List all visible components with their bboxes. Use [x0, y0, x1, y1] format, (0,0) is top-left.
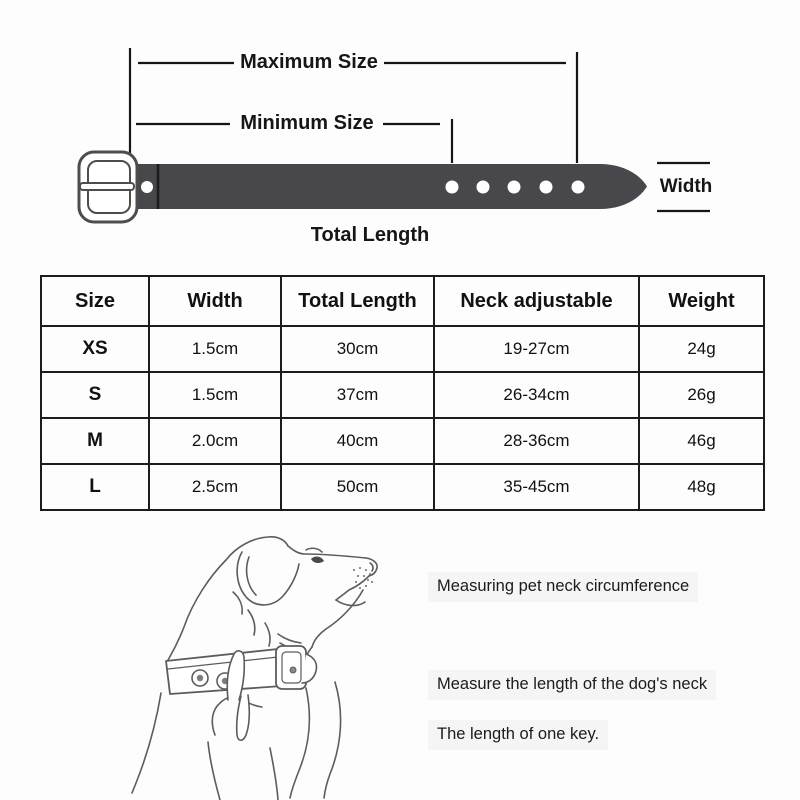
cell-width: 2.5cm [149, 464, 281, 510]
table-row [41, 418, 764, 464]
cell-size: XS [41, 326, 149, 372]
total-length-label: Total Length [310, 224, 430, 246]
cell-total-length: 37cm [281, 372, 434, 418]
belt-diagram [0, 0, 800, 260]
cell-total-length: 30cm [281, 326, 434, 372]
belt-buckle-icon [79, 152, 137, 222]
col-header-width: Width [149, 276, 281, 326]
sketch-eye-and-stipple [311, 557, 373, 589]
cell-size: S [41, 372, 149, 418]
cell-width: 2.0cm [149, 418, 281, 464]
cell-weight: 48g [639, 464, 764, 510]
cell-neck: 28-36cm [434, 418, 639, 464]
dog-measuring-sketch [130, 530, 410, 800]
cell-neck: 35-45cm [434, 464, 639, 510]
cell-width: 1.5cm [149, 372, 281, 418]
size-table [40, 275, 765, 511]
table-row [41, 372, 764, 418]
cell-weight: 46g [639, 418, 764, 464]
instruction-key-length: The length of one key. [428, 720, 608, 750]
cell-weight: 24g [639, 326, 764, 372]
table-row [41, 326, 764, 372]
instruction-neck-length: Measure the length of the dog's neck [428, 670, 716, 700]
cell-total-length: 50cm [281, 464, 434, 510]
instruction-neck-circumference: Measuring pet neck circumference [428, 572, 698, 602]
cell-neck: 26-34cm [434, 372, 639, 418]
cell-size: M [41, 418, 149, 464]
cell-neck: 19-27cm [434, 326, 639, 372]
table-row [41, 464, 764, 510]
belt-strap [131, 164, 647, 209]
col-header-weight: Weight [639, 276, 764, 326]
maximum-size-label: Maximum Size [240, 51, 378, 73]
cell-total-length: 40cm [281, 418, 434, 464]
col-header-total-length: Total Length [281, 276, 434, 326]
width-label: Width [659, 176, 713, 197]
cell-weight: 26g [639, 372, 764, 418]
table-header-row [41, 276, 764, 326]
col-header-size: Size [41, 276, 149, 326]
minimum-size-label: Minimum Size [240, 112, 374, 134]
cell-size: L [41, 464, 149, 510]
col-header-neck-adjustable: Neck adjustable [434, 276, 639, 326]
cell-width: 1.5cm [149, 326, 281, 372]
